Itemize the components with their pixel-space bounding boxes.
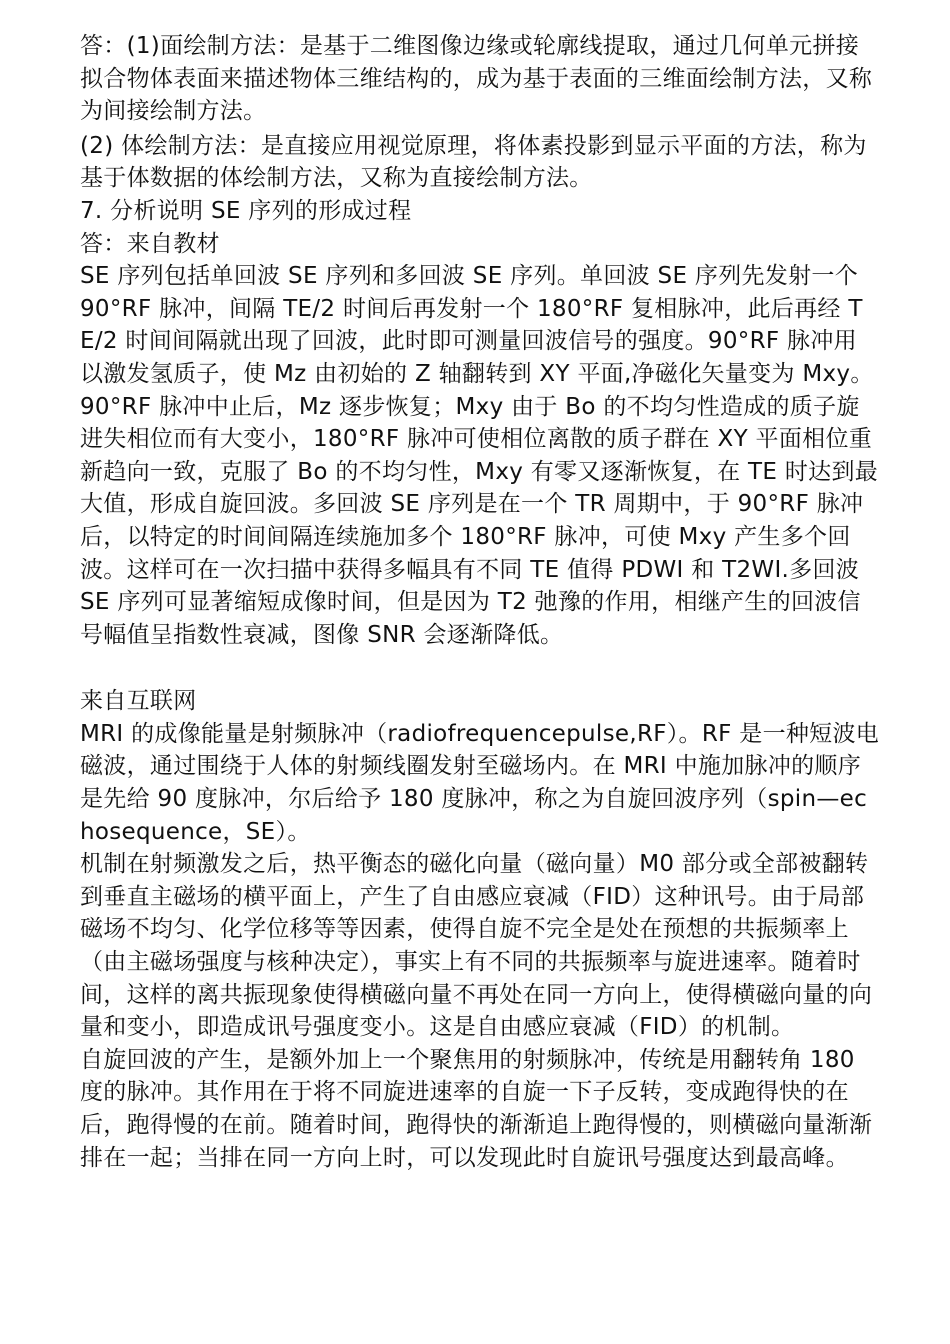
- internet-source-heading: 来自互联网: [80, 688, 197, 715]
- document-page: [80, 30, 880, 1174]
- answer-surface-rendering: 答：(1)面绘制方法：是基于二维图像边缘或轮廓线提取，通过几何单元拼接拟合物体表面来描述物体三维结构的，成为基于表面的三维面绘制方法，又称为间接绘制方法。: [80, 33, 873, 125]
- answer-source-textbook: 答：来自教材: [80, 230, 220, 257]
- textbook-paragraph: SE 序列包括单回波 SE 序列和多回波 SE 序列。单回波 SE 序列先发射一个 90°RF 脉冲，间隔 TE/2 时间后再发射一个 180°RF 复相脉冲，此后再经 TE/2 时间间隔就出现了回波，此时即可测量回波信号的强度。90°RF 脉冲用以激发氢质子，使 Mz 由初始的 Z 轴翻转到 XY 平面,净磁化矢量变为 Mxy。90°RF 脉冲中止后，Mz 逐步恢复；Mxy 由于 Bo 的不均匀性造成的质子旋进失相位而有大变小，180°RF 脉冲可使相位离散的质子群在 XY 平面相位重新趋向一致，克服了 Bo 的不均匀性，Mxy 有零又逐渐恢复，在 TE 时达到最大值，形成自旋回波。多回波 SE 序列是在一个 TR 周期中，于 90°RF 脉冲后，以特定的时间间隔连续施加多个 180°RF 脉冲，可使 Mxy 产生多个回波。这样可在一次扫描中获得多幅具有不同 TE 值得 PDWI 和 T2WI.多回波 SE 序列可显著缩短成像时间，但是因为 T2 弛豫的作用，相继产生的回波信号幅值呈指数性衰减，图像 SNR 会逐渐降低。: [80, 263, 879, 648]
- answer-volume-rendering: (2) 体绘制方法：是直接应用视觉原理，将体素投影到显示平面的方法，称为基于体数据的体绘制方法，又称为直接绘制方法。: [80, 132, 867, 192]
- internet-paragraph-fid: 机制在射频激发之后，热平衡态的磁化向量（磁向量）M0 部分或全部被翻转到垂直主磁场的横平面上，产生了自由感应衰减（FID）这种讯号。由于局部磁场不均匀、化学位移等等因素，使得自旋不完全是处在预想的共振频率上（由主磁场强度与核种决定），事实上有不同的共振频率与旋进速率。随着时间，这样的离共振现象使得横磁向量不再处在同一方向上，使得横磁向量的向量和变小，即造成讯号强度变小。这是自由感应衰减（FID）的机制。: [80, 851, 873, 1041]
- paragraph-spacer: [80, 651, 880, 685]
- internet-paragraph-rf: MRI 的成像能量是射频脉冲（radiofrequencepulse,RF）。RF 是一种短波电磁波，通过围绕于人体的射频线圈发射至磁场内。在 MRI 中施加脉冲的顺序是先给 90 度脉冲，尔后给予 180 度脉冲，称之为自旋回波序列（spin—echosequence，SE）。: [80, 720, 880, 845]
- internet-paragraph-spin-echo: 自旋回波的产生，是额外加上一个聚焦用的射频脉冲，传统是用翻转角 180 度的脉冲。其作用在于将不同旋进速率的自旋一下子反转，变成跑得快的在后，跑得慢的在前。随着时间，跑得快的渐渐追上跑得慢的，则横磁向量渐渐排在一起；当排在同一方向上时，可以发现此时自旋讯号强度达到最高峰。: [80, 1046, 873, 1171]
- question-7-heading: 7. 分析说明 SE 序列的形成过程: [80, 197, 412, 224]
